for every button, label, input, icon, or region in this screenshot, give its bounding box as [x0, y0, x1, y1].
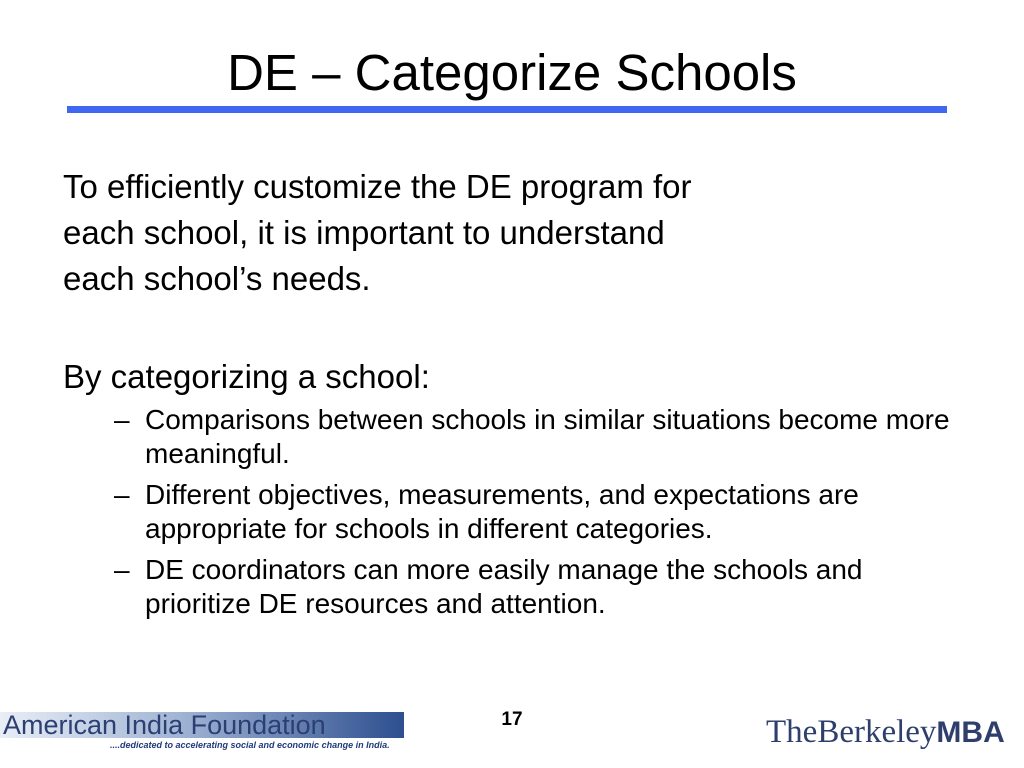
bullet-item	[114, 553, 974, 621]
bullet-list	[114, 403, 974, 628]
intro-line: each school, it is important to understand	[63, 214, 665, 251]
berkeley-mba-logo	[766, 712, 1005, 753]
aif-logo	[0, 712, 404, 750]
slide-title: DE – Categorize Schools	[227, 44, 797, 101]
aif-banner	[0, 712, 404, 738]
aif-name: American India Foundation	[3, 710, 326, 740]
lead-text: By categorizing a school:	[63, 358, 430, 395]
bullet-text: DE coordinators can more easily manage the schools and prioritize DE resources and attention.	[145, 554, 863, 619]
title-underline	[67, 106, 947, 113]
intro-line: each school’s needs.	[63, 260, 371, 297]
aif-tagline: ....dedicated to accelerating social and economic change in India.	[110, 740, 390, 750]
intro-paragraph	[63, 164, 883, 302]
bullet-item	[114, 403, 974, 471]
berkeley-mba: MBA	[936, 716, 1005, 749]
bullet-text: Comparisons between schools in similar situations become more meaningful.	[145, 404, 950, 469]
bullet-text: Different objectives, measurements, and expectations are appropriate for schools in different categories.	[145, 479, 859, 544]
intro-line: To efficiently customize the DE program for	[63, 168, 692, 205]
bullet-dash: –	[114, 404, 130, 435]
berkeley-name: Berkeley	[817, 714, 937, 750]
berkeley-the: The	[766, 714, 818, 750]
bullet-dash: –	[114, 479, 130, 510]
bullet-item	[114, 478, 974, 546]
bullet-dash: –	[114, 554, 130, 585]
page-number: 17	[501, 709, 523, 730]
